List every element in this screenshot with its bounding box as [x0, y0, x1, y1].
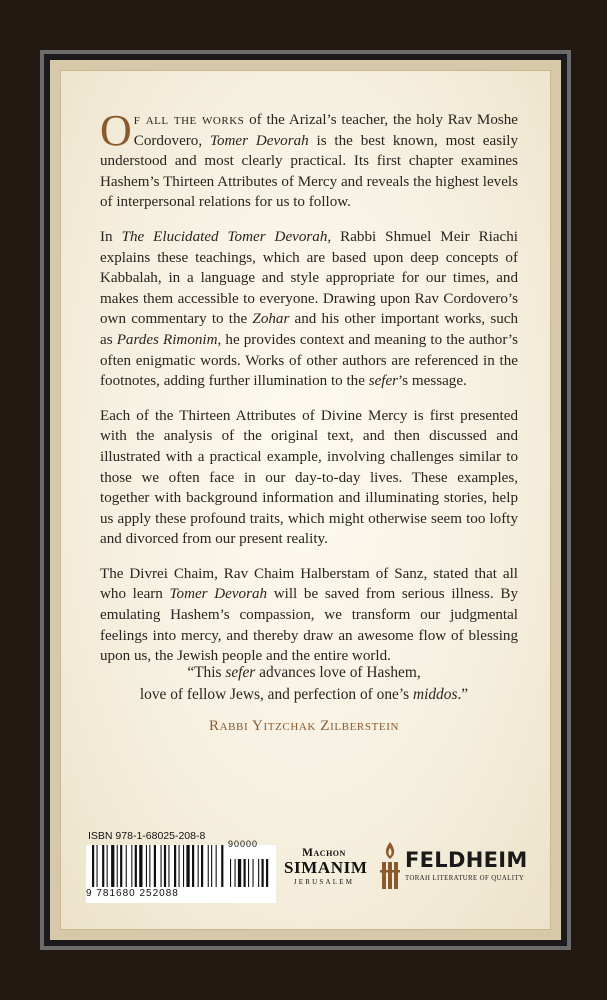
- drop-cap: O: [100, 106, 132, 155]
- paragraph-3: Each of the Thirteen Attributes of Divine Mercy is first presented with the analysis of the original text, and then discussed and illustrated with a practical example, involving challenges similar to those we often face in our day-to-day lives. These examples, together with background information and illuminating stories, help us apply these profound traits, which might otherwise seem too lofty and divorced from our present reality.: [100, 407, 518, 548]
- feldheim-tagline: TORAH LITERATURE OF QUALITY: [405, 875, 525, 882]
- isbn-label: ISBN 978-1-68025-208-8: [88, 830, 206, 842]
- machon-simanim-logo: Machon SIMANIM JERUSALEM: [284, 847, 368, 886]
- paragraph-4: The Divrei Chaim, Rav Chaim Halberstam of Sanz, stated that all who learn Tomer Devorah will be saved from serious illness. By emulating Hashem’s compassion, we transform our judgmental feelings into mercy, and thereby draw an awesome flow of blessing upon us, the Jewish people and the entire world.: [100, 565, 518, 665]
- blurb-text: [100, 106, 519, 681]
- feldheim-flame-icon: [379, 841, 401, 891]
- price-code: 90000: [228, 839, 259, 849]
- feldheim-wordmark: FELDHEIM: [405, 848, 528, 872]
- paragraph-1: Of all the works of the Arizal’s teacher, the holy Rav Moshe Cordovero, Tomer Devorah is the best known, most easily understood and most clearly practical. Its first chapter examines Hashem’s Thirteen Attributes of Mercy and reveals the highest levels of interpersonal relations for us to follow.: [100, 106, 519, 211]
- quote-line-1: “This sefer advances love of Hashem,: [187, 664, 421, 681]
- lead-in: f all the works: [133, 112, 245, 128]
- endorsement-attribution: Rabbi Yitzchak Zilberstein: [208, 718, 400, 734]
- paragraph-2: In The Elucidated Tomer Devorah, Rabbi Shmuel Meir Riachi explains these teachings, which are based upon deep concepts of Kabbalah, in a language and style appropriate for our times, and makes them accessible to everyone. Drawing upon Rav Cordovero’s own commentary to the Zohar and his other important works, such as Pardes Rimonim, he provides context and meaning to the author’s often enigmatic words. Works of other authors are referenced in the footnotes, adding further illumination to the sefer’s message.: [100, 228, 518, 390]
- endorsement-quote: [100, 662, 508, 706]
- barcode-digits: 9 781680 252088: [86, 888, 179, 899]
- quote-line-2: love of fellow Jews, and perfection of one’s middos.”: [139, 686, 469, 703]
